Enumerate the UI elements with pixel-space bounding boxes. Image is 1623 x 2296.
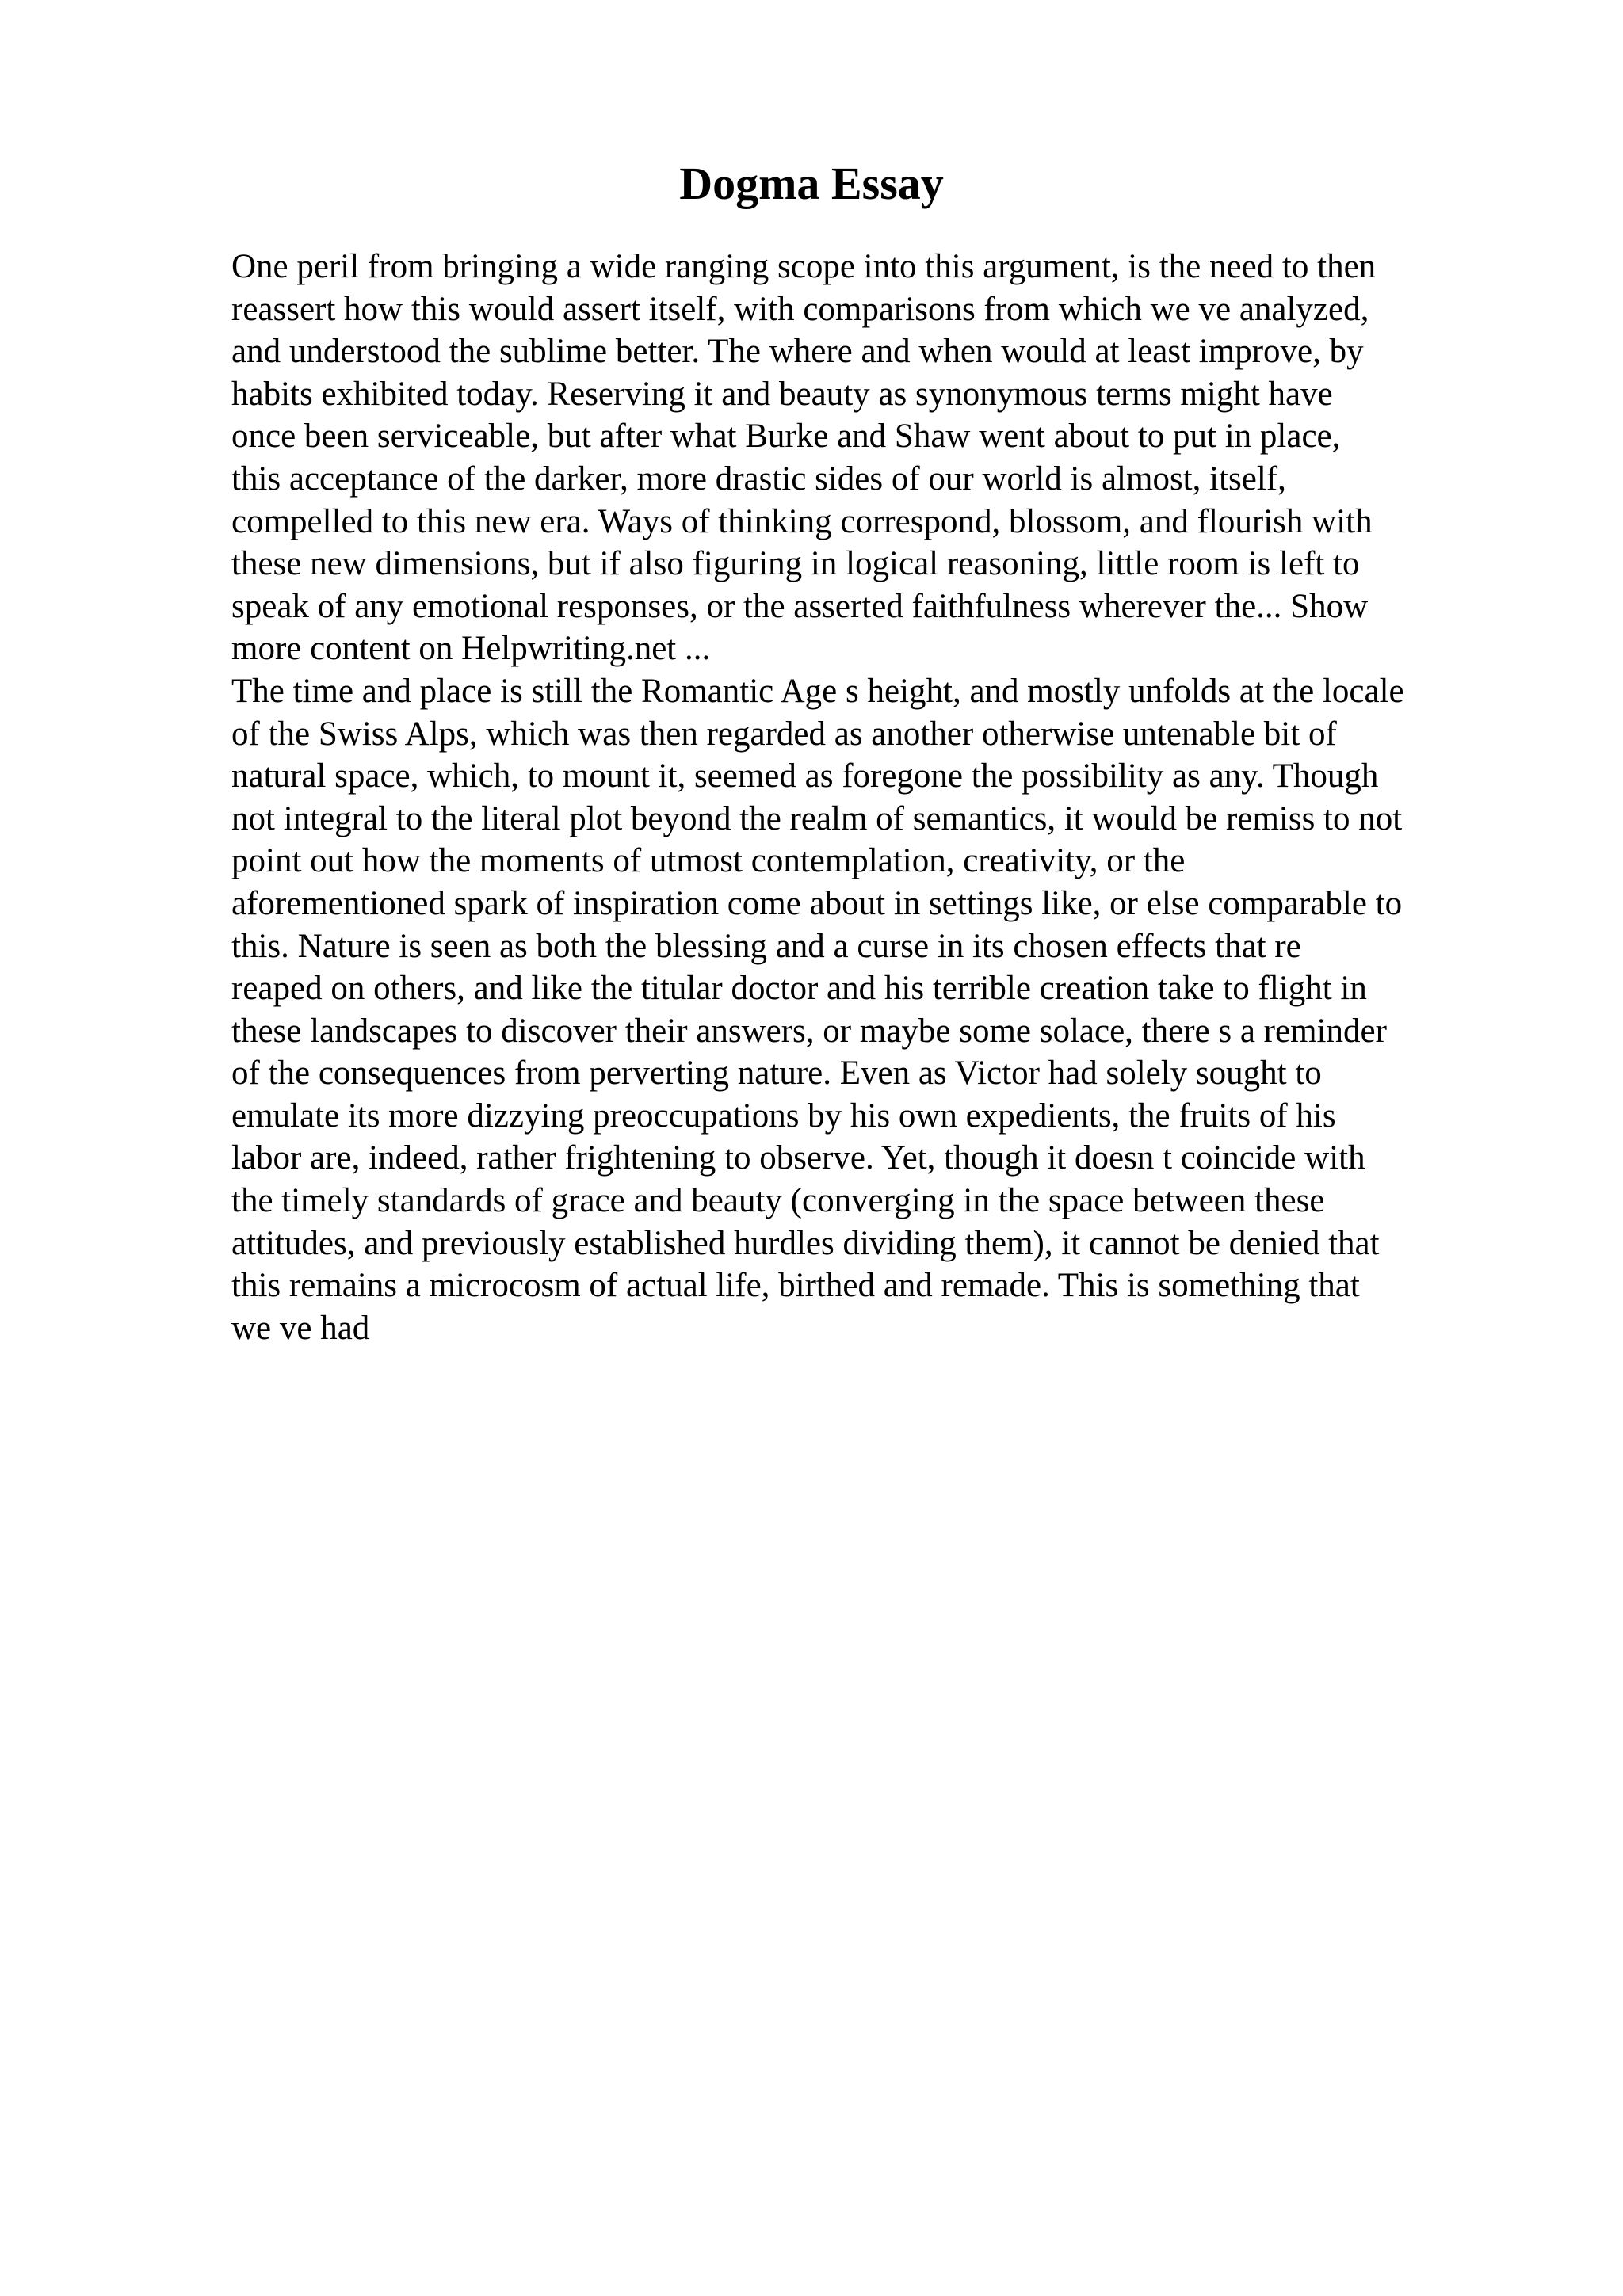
text-line: we ve had bbox=[231, 1309, 370, 1347]
text-line: of the Swiss Alps, which was then regarded as another otherwise untenable bit of bbox=[231, 715, 1337, 753]
text-line: and understood the sublime better. The where and when would at least improve, by bbox=[231, 333, 1364, 371]
text-line: labor are, indeed, rather frightening to observe. Yet, though it doesn t coincide with bbox=[231, 1139, 1365, 1177]
text-line: reassert how this would assert itself, with comparisons from which we ve analyzed, bbox=[231, 290, 1369, 328]
text-line: this acceptance of the darker, more drastic sides of our world is almost, itself, bbox=[231, 460, 1286, 498]
text-line: of the consequences from perverting nature. Even as Victor had solely sought to bbox=[231, 1055, 1322, 1093]
document-title: Dogma Essay bbox=[679, 158, 944, 209]
text-line: these new dimensions, but if also figuring in logical reasoning, little room is left to bbox=[231, 545, 1360, 583]
text-line: habits exhibited today. Reserving it and beauty as synonymous terms might have bbox=[231, 375, 1333, 413]
text-line: aforementioned spark of inspiration come about in settings like, or else comparable to bbox=[231, 884, 1403, 922]
text-line: speak of any emotional responses, or the asserted faithfulness wherever the... Show bbox=[231, 587, 1369, 625]
text-line: attitudes, and previously established hurdles dividing them), it cannot be denied that bbox=[231, 1224, 1380, 1262]
text-line: compelled to this new era. Ways of thinking correspond, blossom, and flourish with bbox=[231, 502, 1373, 540]
paragraph-2 bbox=[231, 670, 1531, 1350]
text-line: reaped on others, and like the titular doctor and his terrible creation take to flight in bbox=[231, 970, 1367, 1008]
text-line: once been serviceable, but after what Burke and Shaw went about to put in place, bbox=[231, 418, 1341, 456]
text-line: more content on Helpwriting.net ... bbox=[231, 630, 711, 668]
text-line: this. Nature is seen as both the blessing and a curse in its chosen effects that re bbox=[231, 927, 1301, 965]
text-line: emulate its more dizzying preoccupations by his own expedients, the fruits of his bbox=[231, 1097, 1336, 1135]
text-line: not integral to the literal plot beyond the realm of semantics, it would be remiss to not bbox=[231, 799, 1403, 837]
text-line: natural space, which, to mount it, seemed as foregone the possibility as any. Though bbox=[231, 757, 1379, 795]
text-line: point out how the moments of utmost contemplation, creativity, or the bbox=[231, 842, 1186, 880]
paragraph-1 bbox=[231, 246, 1531, 670]
document-body bbox=[231, 246, 1531, 1349]
text-line: The time and place is still the Romantic Age s height, and mostly unfolds at the locale bbox=[231, 672, 1404, 710]
text-line: this remains a microcosm of actual life, birthed and remade. This is something that bbox=[231, 1267, 1360, 1305]
text-line: One peril from bringing a wide ranging scope into this argument, is the need to then bbox=[231, 248, 1377, 285]
text-line: these landscapes to discover their answers, or maybe some solace, there s a reminder bbox=[231, 1012, 1387, 1050]
text-line: the timely standards of grace and beauty (converging in the space between these bbox=[231, 1182, 1325, 1220]
